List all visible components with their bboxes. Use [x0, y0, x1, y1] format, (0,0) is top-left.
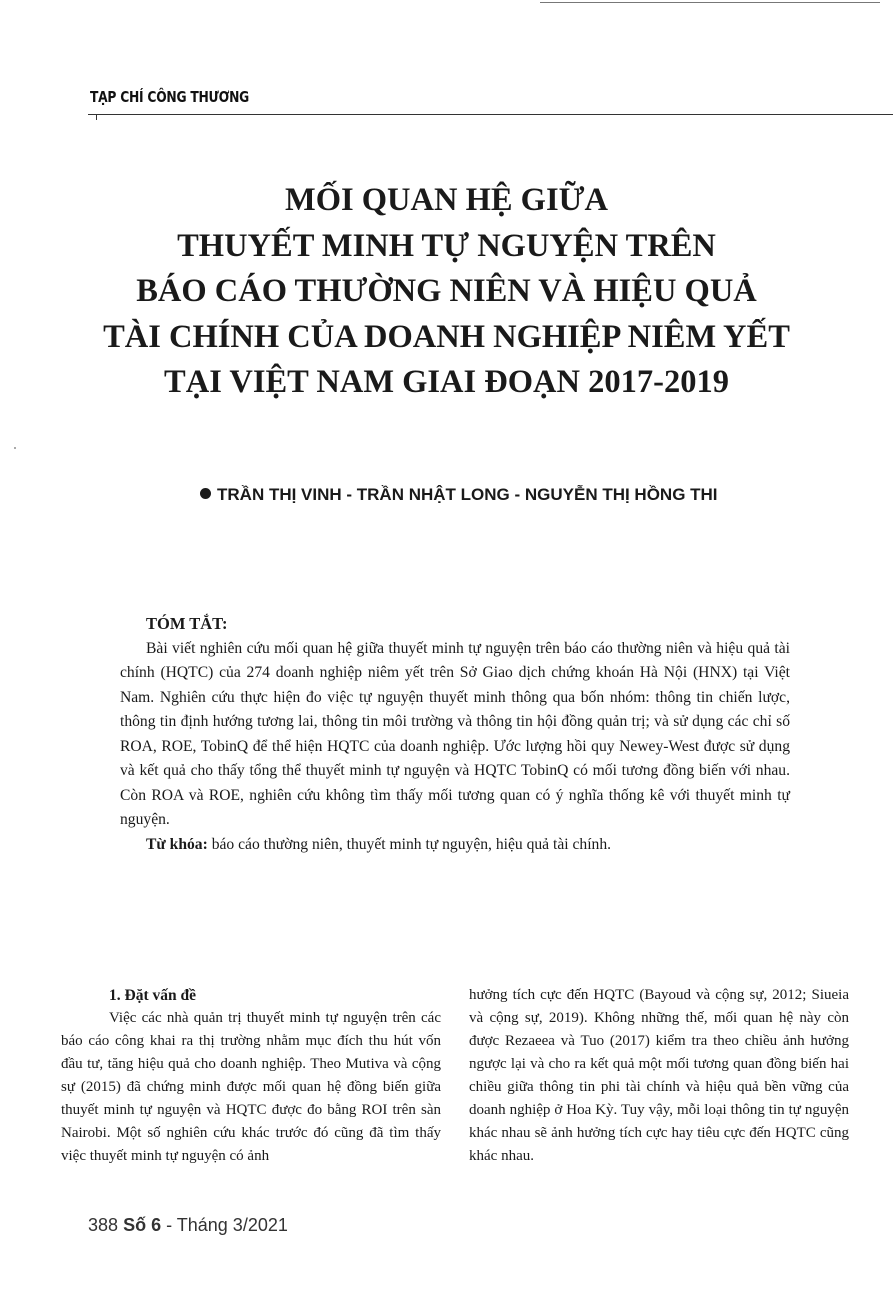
abstract	[120, 612, 790, 857]
keywords	[120, 833, 790, 858]
title-line: TÀI CHÍNH CỦA DOANH NGHIỆP NIÊM YẾT	[103, 318, 790, 355]
column-right	[469, 984, 849, 1168]
issue-number: Số 6	[123, 1215, 162, 1235]
article-title	[40, 178, 853, 406]
top-rule	[540, 2, 880, 3]
column-left	[61, 984, 441, 1168]
margin-dot	[14, 447, 16, 449]
title-line: MỐI QUAN HỆ GIỮA	[285, 182, 608, 218]
abstract-body: Bài viết nghiên cứu mối quan hệ giữa thuyết minh tự nguyện trên báo cáo thường niên và hiệu quả tài chính (HQTC) của 274 doanh nghiệp niêm yết trên Sở Giao dịch chứng khoán Hà Nội (HNX) tại Việt Nam. Nghiên cứu thực hiện đo việc tự nguyện thuyết minh thông qua bốn nhóm: thông tin chiến lược, thông tin định hướng tương lai, thông tin môi trường và thông tin hội đồng quản trị; và sử dụng các chỉ số ROA, ROE, TobinQ để thể hiện HQTC của doanh nghiệp. Ước lượng hồi quy Newey-West được sử dụng và kết quả cho thấy tổng thể thuyết minh tự nguyện và HQTC TobinQ có mối tương đồng biến với nhau. Còn ROA và ROE, nghiên cứu không tìm thấy mối tương quan có ý nghĩa thống kê với thuyết minh tự nguyện.	[120, 639, 790, 828]
authors	[200, 485, 718, 505]
paragraph: hưởng tích cực đến HQTC (Bayoud và cộng sự, 2012; Siueia và cộng sự, 2019). Không những thế, mối quan hệ này còn được Rezaeea và Tuo (2017) kiểm tra theo chiều ảnh hưởng ngược lại và cho ra kết quả một mối tương quan đồng biến hai chiều giữa thông tin phi tài chính và hiệu quả bền vững của doanh nghiệp ở Hoa Kỳ. Tuy vậy, mỗi loại thông tin tự nguyện khác nhau sẽ ảnh hưởng tích cực hay tiêu cực đến HQTC cũng khác nhau.	[469, 987, 849, 1164]
title-line: THUYẾT MINH TỰ NGUYỆN TRÊN	[177, 227, 716, 264]
issue-date: - Tháng 3/2021	[166, 1215, 288, 1235]
bullet-icon	[200, 488, 211, 499]
title-line: TẠI VIỆT NAM GIAI ĐOẠN 2017-2019	[164, 364, 729, 400]
page-footer	[88, 1215, 288, 1236]
title-line: BÁO CÁO THƯỜNG NIÊN VÀ HIỆU QUẢ	[136, 273, 757, 309]
header-rule	[88, 114, 893, 115]
page-number: 388	[88, 1215, 119, 1235]
section-heading: 1. Đặt vấn đề	[109, 987, 196, 1004]
authors-text: TRẦN THỊ VINH - TRẦN NHẬT LONG - NGUYỄN THỊ HỒNG THI	[217, 485, 718, 504]
keywords-label: Từ khóa:	[146, 835, 208, 853]
keywords-text: báo cáo thường niên, thuyết minh tự nguyện, hiệu quả tài chính.	[211, 835, 612, 853]
header-tick	[96, 114, 97, 120]
journal-name: TẠP CHÍ CÔNG THƯƠNG	[90, 88, 249, 106]
paragraph: Việc các nhà quản trị thuyết minh tự nguyện trên các báo cáo công khai ra thị trường nhằm mục đích thu hút vốn đầu tư, tăng hiệu quả cho doanh nghiệp. Theo Mutiva và cộng sự (2015) đã chứng minh được mối quan hệ đồng biến giữa thuyết minh tự nguyện và HQTC được đo bằng ROI trên sàn Nairobi. Một số nghiên cứu khác trước đó cũng đã tìm thấy việc thuyết minh tự nguyện có ảnh	[61, 1010, 441, 1164]
abstract-heading: TÓM TẮT:	[146, 614, 228, 633]
